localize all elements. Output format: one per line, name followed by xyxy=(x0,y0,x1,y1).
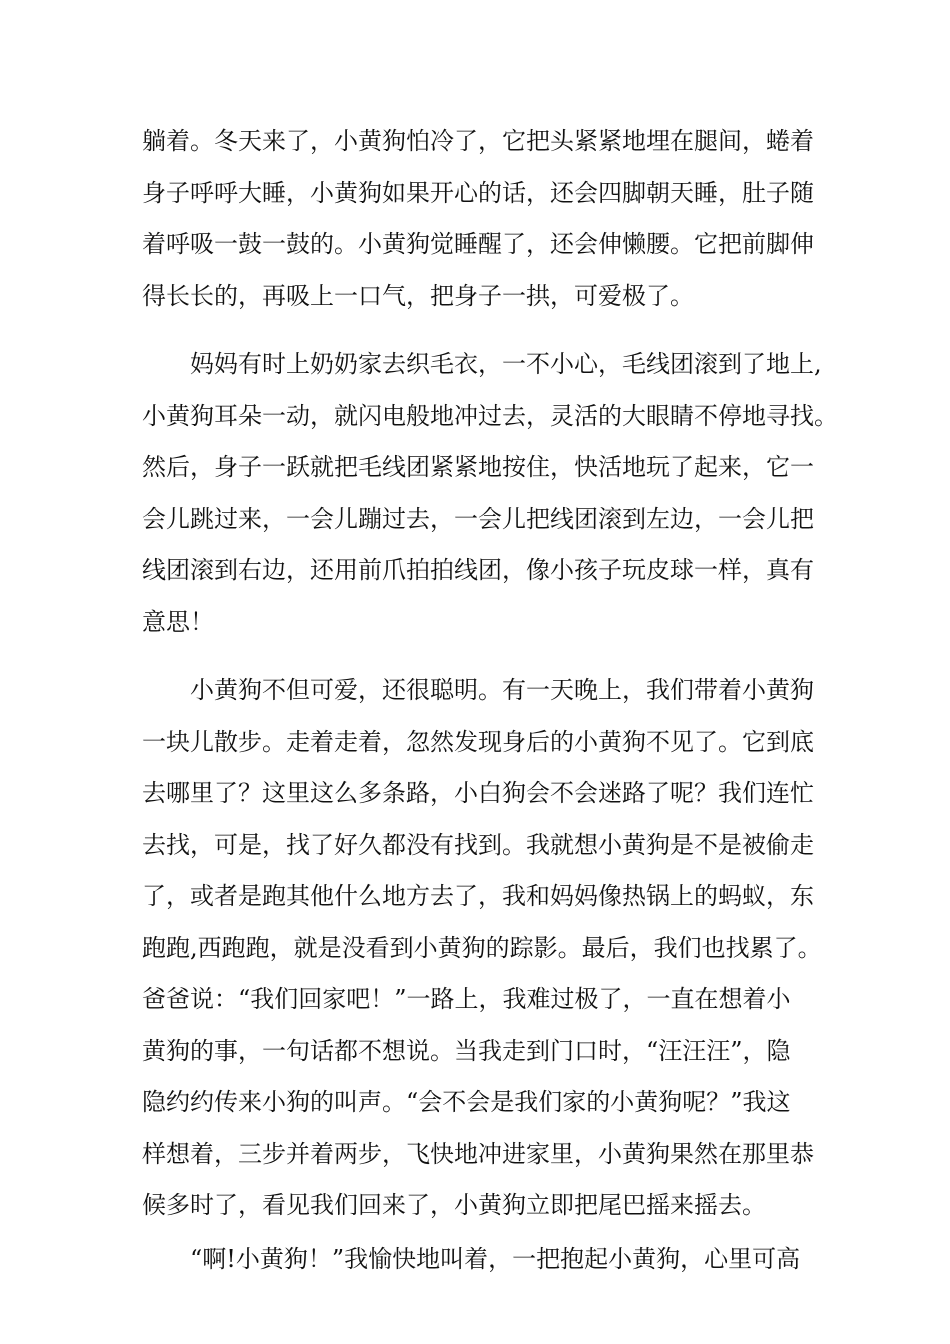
text-line: 得长长的，再吸上一口气，把身子一拱，可爱极了。 xyxy=(142,281,694,310)
text-line: 小黄狗耳朵一动，就闪电般地冲过去，灵活的大眼睛不停地寻找。 xyxy=(142,401,838,430)
text-line: 样想着，三步并着两步，飞快地冲进家里，小黄狗果然在那里恭 xyxy=(142,1139,814,1168)
text-line: 去哪里了？这里这么多条路，小白狗会不会迷路了呢？我们连忙 xyxy=(142,779,814,807)
text-line: 意思！ xyxy=(142,607,214,636)
text-line: 候多时了，看见我们回来了，小黄狗立即把尾巴摇来摇去。 xyxy=(142,1191,766,1219)
text-line: 妈妈有时上奶奶家去织毛衣，一不小心，毛线团滚到了地上, xyxy=(142,350,822,378)
paragraph-3 xyxy=(142,665,822,1232)
text-line: 然后，身子一跃就把毛线团紧紧地按住，快活地玩了起来，它一 xyxy=(142,453,814,481)
document-body xyxy=(142,116,838,1285)
text-line: 一块儿散步。走着走着，忽然发现身后的小黄狗不见了。它到底 xyxy=(142,727,814,756)
text-line: 隐约约传来小狗的叫声。“会不会是我们家的小黄狗呢？”我这 xyxy=(142,1088,791,1116)
paragraph-spacer xyxy=(142,322,822,339)
text-line: 了，或者是跑其他什么地方去了，我和妈妈像热锅上的蚂蚁，东 xyxy=(142,882,814,910)
text-line: 爸爸说：“我们回家吧！”一路上，我难过极了，一直在想着小 xyxy=(142,985,791,1013)
text-line: 躺着。冬天来了，小黄狗怕冷了，它把头紧紧地埋在腿间，蜷着 xyxy=(142,127,814,155)
text-line: 去找，可是，找了好久都没有找到。我就想小黄狗是不是被偷走 xyxy=(142,830,814,859)
text-line: 线团滚到右边，还用前爪拍拍线团，像小孩子玩皮球一样，真有 xyxy=(142,556,814,584)
paragraph-spacer xyxy=(142,648,822,665)
text-line: “啊!小黄狗！”我愉快地叫着，一把抱起小黄狗，心里可高 xyxy=(142,1244,801,1273)
text-line: 跑跑,西跑跑，就是没看到小黄狗的踪影。最后，我们也找累了。 xyxy=(142,933,822,962)
paragraph-1 xyxy=(142,116,822,322)
paragraph-2 xyxy=(142,339,838,648)
text-line: 着呼吸一鼓一鼓的。小黄狗觉睡醒了，还会伸懒腰。它把前脚伸 xyxy=(142,230,814,258)
text-line: 黄狗的事，一句话都不想说。当我走到门口时，“汪汪汪”，隐 xyxy=(142,1036,791,1065)
text-line: 小黄狗不但可爱，还很聪明。有一天晚上，我们带着小黄狗 xyxy=(142,676,814,704)
paragraph-4 xyxy=(142,1234,822,1286)
text-line: 身子呼呼大睡，小黄狗如果开心的话，还会四脚朝天睡，肚子随 xyxy=(142,178,814,207)
text-line: 会儿跳过来，一会儿蹦过去，一会儿把线团滚到左边，一会儿把 xyxy=(142,504,814,533)
